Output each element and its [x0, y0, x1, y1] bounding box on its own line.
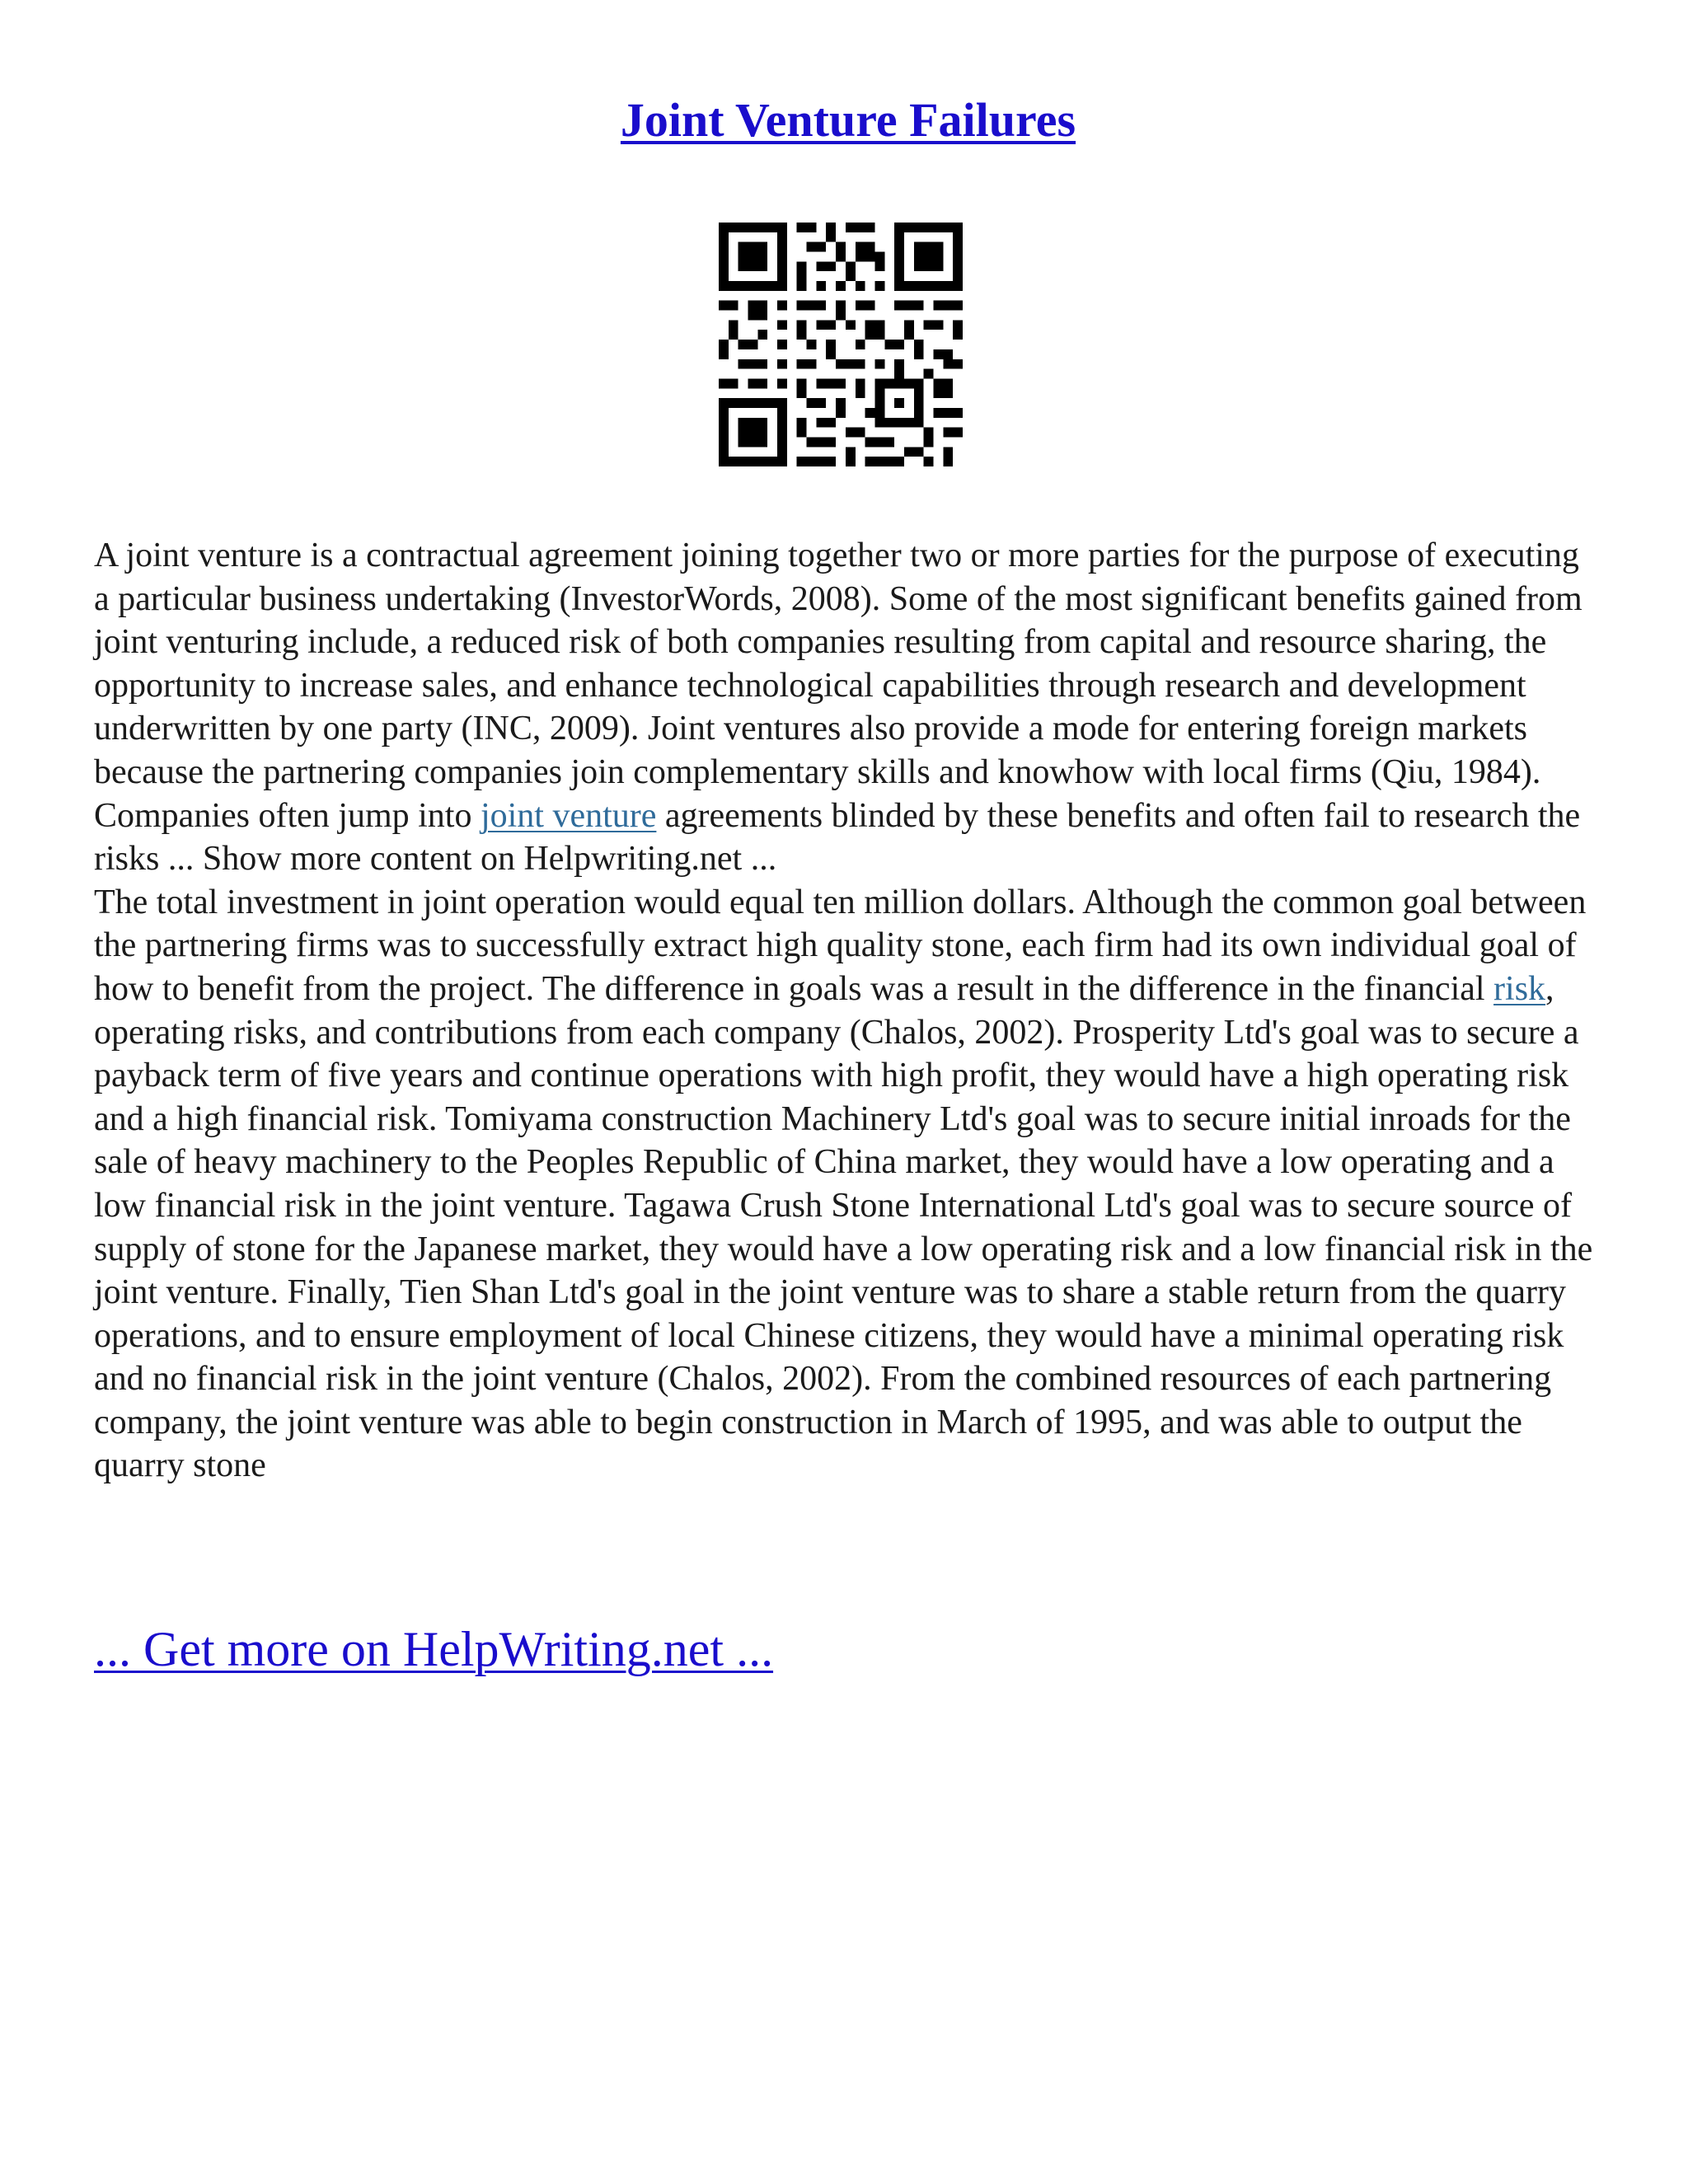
- more-link-container: [94, 1619, 773, 1679]
- paragraph-2-text-a: The total investment in joint operation would equal ten million dollars. Although the common goal between the partnering firms was to successfully extract high quality stone, each firm had its own individual goal of how to benefit from the project. The difference in goals was a result in the difference in the financial: [94, 883, 1587, 1008]
- title-container: [94, 89, 1602, 152]
- get-more-link[interactable]: ... Get more on HelpWriting.net ...: [94, 1622, 774, 1676]
- page-title-link[interactable]: Joint Venture Failures: [620, 93, 1076, 147]
- qr-code-icon: [719, 223, 963, 466]
- article-paragraph-1: [94, 534, 1602, 881]
- paragraph-2-text-b: , operating risks, and contributions from each company (Chalos, 2002). Prosperity Ltd's goal was to secure a payback term of five years and continue operations with high profit, they would have a high operating risk and a high financial risk. Tomiyama construction Machinery Ltd's goal was to secure initial inroads for the sale of heavy machinery to the Peoples Republic of China market, they would have a low operating and a low financial risk in the joint venture. Tagawa Crush Stone International Ltd's goal was to secure source of supply of stone for the Japanese market, they would have a low operating risk and a low financial risk in the joint venture. Finally, Tien Shan Ltd's goal in the joint venture was to share a stable return from the quarry operations, and to ensure employment of local Chinese citizens, they would have a minimal operating risk and no financial risk in the joint venture (Chalos, 2002). From the combined resources of each partnering company, the joint venture was able to begin construction in March of 1995, and was able to output the quarry stone: [94, 969, 1593, 1485]
- paragraph-1-text-b: agreements blinded by these benefits and often fail to research the risks ... Show more content on Helpwriting.net ...: [94, 796, 1581, 879]
- article-paragraph-2: [94, 881, 1602, 1488]
- article-body: [94, 534, 1602, 1488]
- paragraph-1-text-a: A joint venture is a contractual agreement joining together two or more parties for the purpose of executing a particular business undertaking (InvestorWords, 2008). Some of the most significant benefits gained from joint venturing include, a reduced risk of both companies resulting from capital and resource sharing, the opportunity to increase sales, and enhance technological capabilities through research and development underwritten by one party (INC, 2009). Joint ventures also provide a mode for entering foreign markets because the partnering companies join complementary skills and knowhow with local firms (Qiu, 1984). Companies often jump into: [94, 537, 1582, 835]
- joint-venture-link[interactable]: joint venture: [480, 796, 657, 835]
- risk-link[interactable]: risk: [1493, 969, 1546, 1008]
